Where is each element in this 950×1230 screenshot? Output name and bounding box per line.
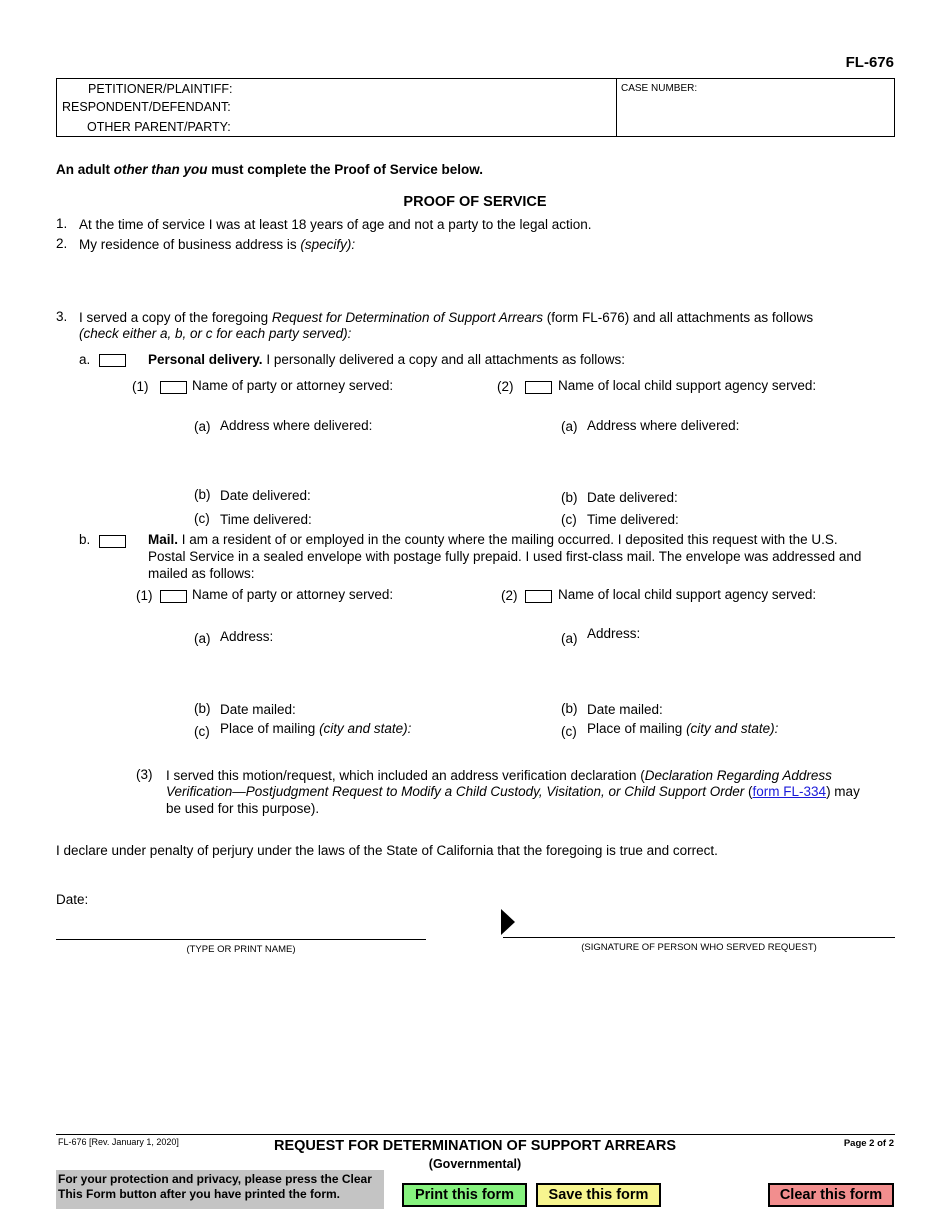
b-agency-checkbox[interactable] xyxy=(525,590,552,603)
a-n1: (1) xyxy=(132,379,149,394)
item2-specify: (specify): xyxy=(300,237,356,252)
b3-line1a: I served this motion/request, which included an address verification declaration ( xyxy=(166,768,645,783)
b2-place-label xyxy=(587,721,778,736)
b-line3: mailed as follows: xyxy=(148,566,255,581)
a-letter: a. xyxy=(79,352,91,367)
item3-text4: (check either a, b, or c for each party served): xyxy=(79,326,352,341)
save-button[interactable]: Save this form xyxy=(536,1183,661,1207)
b-n1: (1) xyxy=(136,588,153,603)
b1-place-text: Place of mailing xyxy=(220,721,320,736)
b-party-label: Name of party or attorney served: xyxy=(192,587,394,602)
mail-checkbox[interactable] xyxy=(99,535,126,548)
a2-sb: (b) xyxy=(561,490,578,505)
respondent-label: RESPONDENT/DEFENDANT: xyxy=(62,100,231,114)
b3-number: (3) xyxy=(136,767,153,782)
other-parent-label: OTHER PARENT/PARTY: xyxy=(87,120,231,134)
item1-number: 1. xyxy=(56,216,68,231)
a1-time-label: Time delivered: xyxy=(220,512,312,527)
b3-line1 xyxy=(166,768,832,783)
footer-rev: FL-676 [Rev. January 1, 2020] xyxy=(58,1137,179,1147)
date-label: Date: xyxy=(56,892,89,907)
form-id: FL-676 xyxy=(845,54,894,71)
a-text: I personally delivered a copy and all attachments as follows: xyxy=(262,352,626,367)
b3-line2a: Verification—Postjudgment Request to Modify a Child Custody, Visitation, or Child Support Order xyxy=(166,784,745,799)
personal-delivery-checkbox[interactable] xyxy=(99,354,126,367)
notice-part1: An adult xyxy=(56,162,114,177)
b3-line2b: ( xyxy=(744,784,753,799)
a1-sc: (c) xyxy=(194,511,210,526)
item3-text1: I served a copy of the foregoing xyxy=(79,310,272,325)
privacy-note: For your protection and privacy, please press the Clear This Form button after you have printed the form. xyxy=(56,1170,384,1209)
a-n2: (2) xyxy=(497,379,514,394)
print-button[interactable]: Print this form xyxy=(402,1183,527,1207)
caption-divider xyxy=(616,79,617,136)
name-caption: (TYPE OR PRINT NAME) xyxy=(186,944,296,955)
a1-date-label: Date delivered: xyxy=(220,488,311,503)
b2-sc: (c) xyxy=(561,724,577,739)
b-agency-label: Name of local child support agency served: xyxy=(558,587,817,602)
form-fl334-link[interactable]: form FL-334 xyxy=(752,784,827,799)
notice xyxy=(56,162,483,178)
b1-sc: (c) xyxy=(194,724,210,739)
caption-box xyxy=(56,78,895,137)
item3-text xyxy=(79,310,813,325)
b-letter: b. xyxy=(79,532,91,547)
a-party-checkbox[interactable] xyxy=(160,381,187,394)
item2-text xyxy=(79,237,355,252)
a2-time-label: Time delivered: xyxy=(587,512,679,527)
b3-line3: be used for this purpose). xyxy=(166,801,320,816)
name-line xyxy=(56,939,426,940)
declaration: I declare under penalty of perjury under the laws of the State of California that the foregoing is true and correct. xyxy=(56,843,718,858)
item2-label: My residence of business address is xyxy=(79,237,301,252)
b3-line2c: ) may xyxy=(826,784,860,799)
b1-place-label xyxy=(220,721,411,736)
notice-part2: other than you xyxy=(113,162,208,177)
b1-sb: (b) xyxy=(194,701,211,716)
a2-date-label: Date delivered: xyxy=(587,490,678,505)
item2-number: 2. xyxy=(56,236,68,251)
a-agency-label: Name of local child support agency served: xyxy=(558,378,817,393)
b3-line1b: Declaration Regarding Address xyxy=(644,768,832,783)
signature-caption: (SIGNATURE OF PERSON WHO SERVED REQUEST) xyxy=(581,942,817,953)
b3-line2 xyxy=(166,784,860,799)
footer-subtitle: (Governmental) xyxy=(428,1157,522,1171)
b2-place-italic: (city and state): xyxy=(686,721,779,736)
item3-text3: (form FL-676) and all attachments as follows xyxy=(543,310,814,325)
b-line2: Postal Service in a sealed envelope with postage fully prepaid. I used first-class mail. The envelope was addressed and xyxy=(148,549,862,564)
case-number-label: CASE NUMBER: xyxy=(621,83,698,94)
b-bold: Mail. xyxy=(148,532,179,547)
page-title: PROOF OF SERVICE xyxy=(403,194,547,210)
a-bold: Personal delivery. xyxy=(148,352,263,367)
footer-page: Page 2 of 2 xyxy=(843,1138,894,1149)
clear-button[interactable]: Clear this form xyxy=(768,1183,894,1207)
b1-sa: (a) xyxy=(194,631,211,646)
a2-address-label: Address where delivered: xyxy=(587,418,740,433)
b2-address-label: Address: xyxy=(587,626,641,641)
item1-text: At the time of service I was at least 18 years of age and not a party to the legal action. xyxy=(79,217,592,232)
signature-line xyxy=(503,937,895,938)
b2-sa: (a) xyxy=(561,631,578,646)
footer-line xyxy=(56,1134,895,1135)
b2-date-label: Date mailed: xyxy=(587,702,663,717)
b-n2: (2) xyxy=(501,588,518,603)
a1-sb: (b) xyxy=(194,487,211,502)
petitioner-label: PETITIONER/PLAINTIFF: xyxy=(88,82,233,96)
item3-number: 3. xyxy=(56,309,68,324)
footer-title: REQUEST FOR DETERMINATION OF SUPPORT ARREARS xyxy=(274,1138,676,1154)
a-heading xyxy=(148,352,625,367)
b2-sb: (b) xyxy=(561,701,578,716)
a2-sa: (a) xyxy=(561,419,578,434)
a1-sa: (a) xyxy=(194,419,211,434)
b1-place-italic: (city and state): xyxy=(319,721,412,736)
b-text1: I am a resident of or employed in the county where the mailing occurred. I deposited this request with the U.S. xyxy=(178,532,838,547)
item3-instruction xyxy=(79,326,351,341)
b-line1 xyxy=(148,532,838,547)
a2-sc: (c) xyxy=(561,512,577,527)
b1-address-label: Address: xyxy=(220,629,274,644)
signature-arrow-icon xyxy=(501,909,515,935)
a1-address-label: Address where delivered: xyxy=(220,418,373,433)
b1-date-label: Date mailed: xyxy=(220,702,296,717)
a-party-label: Name of party or attorney served: xyxy=(192,378,394,393)
notice-part3: must complete the Proof of Service below. xyxy=(207,162,484,177)
item3-text2: Request for Determination of Support Arrears xyxy=(271,310,544,325)
b2-place-text: Place of mailing xyxy=(587,721,687,736)
b-party-checkbox[interactable] xyxy=(160,590,187,603)
a-agency-checkbox[interactable] xyxy=(525,381,552,394)
